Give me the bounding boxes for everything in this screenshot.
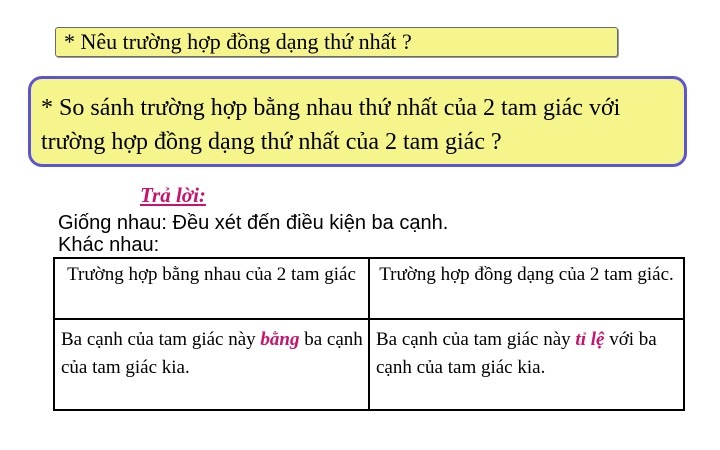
cell-congruence-post: ba cạnh của tam giác kia. <box>61 329 363 378</box>
comparison-table <box>53 257 685 411</box>
keyword-bang: bằng <box>260 329 300 350</box>
question-box-2 <box>28 76 687 167</box>
question-1-text: * Nêu trường hợp đồng dạng thứ nhất ? <box>64 29 412 54</box>
cell-similarity-pre: Ba cạnh của tam giác này <box>376 329 576 350</box>
cell-similarity <box>369 319 684 410</box>
question-2-text: * So sánh trường hợp bằng nhau thứ nhất của 2 tam giác với trường hợp đồng dạng thứ nhất của 2 tam giác ? <box>41 95 621 155</box>
keyword-ti-le: tỉ lệ <box>575 329 605 350</box>
question-box-1 <box>55 27 618 57</box>
table-row <box>54 319 684 410</box>
answer-title: Trả lời: <box>140 183 206 207</box>
table-header-row <box>54 258 684 319</box>
header-congruence: Trường hợp bằng nhau của 2 tam giác <box>54 258 369 319</box>
header-similarity: Trường hợp đồng dạng của 2 tam giác. <box>369 258 684 319</box>
difference-label: Khác nhau: <box>58 234 160 256</box>
cell-similarity-post: với ba cạnh của tam giác kia. <box>376 329 657 378</box>
similarity-line: Giống nhau: Đều xét đến điều kiện ba cạnh. <box>58 212 449 234</box>
cell-congruence-pre: Ba cạnh của tam giác này <box>61 329 261 350</box>
cell-congruence <box>54 319 369 410</box>
